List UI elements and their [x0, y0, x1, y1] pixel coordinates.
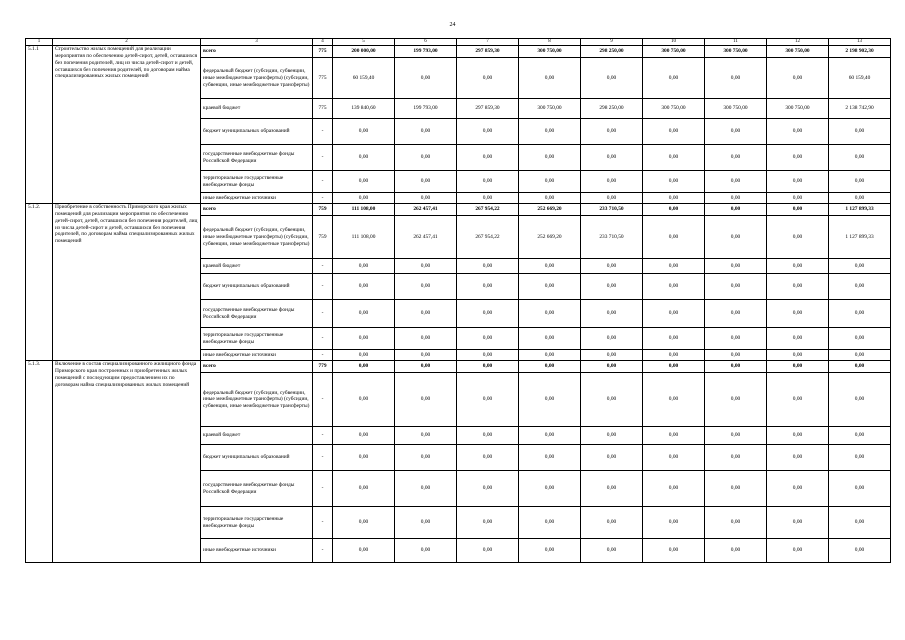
budget-code: -	[313, 328, 333, 350]
amount-cell: 2 138 742,90	[829, 99, 891, 119]
amount-cell: 0,00	[767, 274, 829, 300]
item-name: Включение в состав специализированного жилищного фонда Приморского края построенных и приобретенных жилых помещений с последующим предоставлением их по договорам найма специализированных жилых помещений	[53, 361, 201, 563]
amount-cell: 0,00	[767, 300, 829, 328]
amount-cell: 0,00	[705, 119, 767, 145]
item-number: 5.1.1	[26, 46, 53, 204]
header-cell: 12	[767, 39, 829, 46]
amount-cell: 0,00	[519, 119, 581, 145]
amount-cell: 0,00	[767, 539, 829, 563]
amount-cell: 1 127 899,33	[829, 204, 891, 216]
funding-source: государственные внебюджетные фонды Российской Федерации	[201, 471, 313, 507]
amount-cell: 1 127 899,33	[829, 216, 891, 259]
amount-cell: 0,00	[457, 539, 519, 563]
amount-cell: 0,00	[767, 361, 829, 373]
amount-cell: 0,00	[829, 539, 891, 563]
funding-source: всего	[201, 46, 313, 58]
funding-source: федеральный бюджет (субсидии, субвенции, иные межбюджетные трансферты) (субсидии, субвенции, иные межбюджетные трансферты)	[201, 58, 313, 99]
header-row	[26, 39, 891, 46]
amount-cell: 0,00	[829, 445, 891, 471]
amount-cell: 300 750,00	[519, 99, 581, 119]
amount-cell: 0,00	[519, 471, 581, 507]
amount-cell: 0,00	[457, 445, 519, 471]
funding-source: краевой бюджет	[201, 427, 313, 445]
amount-cell: 0,00	[457, 193, 519, 204]
amount-cell: 0,00	[581, 373, 643, 427]
budget-code: 779	[313, 361, 333, 373]
amount-cell: 0,00	[333, 471, 395, 507]
amount-cell: 0,00	[643, 145, 705, 171]
amount-cell: 0,00	[643, 58, 705, 99]
amount-cell: 0,00	[581, 507, 643, 539]
amount-cell: 0,00	[829, 471, 891, 507]
amount-cell: 0,00	[395, 193, 457, 204]
header-cell: 1	[26, 39, 53, 46]
amount-cell: 0,00	[705, 145, 767, 171]
amount-cell: 0,00	[705, 300, 767, 328]
amount-cell: 0,00	[519, 427, 581, 445]
budget-code: -	[313, 350, 333, 361]
amount-cell: 0,00	[333, 274, 395, 300]
amount-cell: 0,00	[581, 119, 643, 145]
funding-source: бюджет муниципальных образований	[201, 445, 313, 471]
item-number: 5.1.3.	[26, 361, 53, 563]
amount-cell: 0,00	[457, 328, 519, 350]
header-cell: 2	[53, 39, 201, 46]
amount-cell: 0,00	[767, 328, 829, 350]
amount-cell: 0,00	[519, 300, 581, 328]
amount-cell: 0,00	[643, 361, 705, 373]
amount-cell: 0,00	[457, 361, 519, 373]
amount-cell: 0,00	[643, 328, 705, 350]
header-cell: 4	[313, 39, 333, 46]
amount-cell: 0,00	[829, 171, 891, 193]
amount-cell: 0,00	[643, 373, 705, 427]
funding-source: территориальные государственные внебюджетные фонды	[201, 507, 313, 539]
amount-cell: 199 793,00	[395, 99, 457, 119]
amount-cell: 0,00	[395, 445, 457, 471]
amount-cell: 0,00	[705, 58, 767, 99]
amount-cell: 0,00	[767, 445, 829, 471]
amount-cell: 0,00	[519, 373, 581, 427]
amount-cell: 2 198 902,30	[829, 46, 891, 58]
amount-cell: 0,00	[643, 539, 705, 563]
amount-cell: 0,00	[395, 471, 457, 507]
table-row	[26, 361, 891, 373]
budget-table	[25, 38, 891, 563]
amount-cell: 0,00	[519, 539, 581, 563]
amount-cell: 0,00	[581, 361, 643, 373]
amount-cell: 262 457,41	[395, 204, 457, 216]
budget-code: 775	[313, 58, 333, 99]
amount-cell: 0,00	[333, 145, 395, 171]
amount-cell: 0,00	[643, 259, 705, 274]
amount-cell: 0,00	[767, 145, 829, 171]
amount-cell: 0,00	[395, 58, 457, 99]
amount-cell: 0,00	[643, 427, 705, 445]
amount-cell: 0,00	[767, 373, 829, 427]
amount-cell: 0,00	[519, 361, 581, 373]
amount-cell: 0,00	[767, 193, 829, 204]
amount-cell: 267 954,22	[457, 216, 519, 259]
header-cell: 5	[333, 39, 395, 46]
funding-source: государственные внебюджетные фонды Российской Федерации	[201, 300, 313, 328]
amount-cell: 0,00	[829, 427, 891, 445]
amount-cell: 0,00	[519, 145, 581, 171]
header-cell: 8	[519, 39, 581, 46]
budget-code: -	[313, 507, 333, 539]
amount-cell: 298 250,00	[581, 99, 643, 119]
amount-cell: 0,00	[767, 119, 829, 145]
funding-source: иные внебюджетные источники	[201, 350, 313, 361]
header-cell: 10	[643, 39, 705, 46]
amount-cell: 0,00	[519, 445, 581, 471]
amount-cell: 0,00	[705, 427, 767, 445]
amount-cell: 0,00	[705, 171, 767, 193]
item-name: Приобретение в собственность Приморского края жилых помещений для реализации мероприятия по обеспечению детей-сирот, детей, оставшихся без попечения родителей, лиц из числа детей-сирот и детей, оставшихся без попечения родителей, по договорам найма специализированных жилых помещений	[53, 204, 201, 361]
amount-cell: 300 750,00	[705, 99, 767, 119]
amount-cell: 0,00	[395, 259, 457, 274]
amount-cell: 0,00	[767, 216, 829, 259]
amount-cell: 0,00	[767, 171, 829, 193]
budget-code: -	[313, 445, 333, 471]
funding-source: краевой бюджет	[201, 99, 313, 119]
amount-cell: 233 710,50	[581, 216, 643, 259]
amount-cell: 0,00	[643, 274, 705, 300]
amount-cell: 0,00	[395, 361, 457, 373]
amount-cell: 0,00	[581, 193, 643, 204]
amount-cell: 0,00	[395, 171, 457, 193]
funding-source: федеральный бюджет (субсидии, субвенции, иные межбюджетные трансферты) (субсидии, субвенции, иные межбюджетные трансферты)	[201, 216, 313, 259]
budget-code: -	[313, 471, 333, 507]
amount-cell: 0,00	[829, 259, 891, 274]
amount-cell: 0,00	[519, 274, 581, 300]
amount-cell: 0,00	[643, 171, 705, 193]
amount-cell: 262 457,41	[395, 216, 457, 259]
amount-cell: 252 669,20	[519, 216, 581, 259]
amount-cell: 0,00	[519, 58, 581, 99]
amount-cell: 297 859,30	[457, 99, 519, 119]
amount-cell: 0,00	[767, 350, 829, 361]
amount-cell: 0,00	[767, 427, 829, 445]
amount-cell: 300 750,00	[705, 46, 767, 58]
amount-cell: 0,00	[395, 539, 457, 563]
amount-cell: 0,00	[829, 300, 891, 328]
header-cell: 9	[581, 39, 643, 46]
budget-code: -	[313, 274, 333, 300]
amount-cell: 0,00	[767, 259, 829, 274]
amount-cell: 0,00	[519, 328, 581, 350]
amount-cell: 0,00	[519, 507, 581, 539]
amount-cell: 0,00	[581, 58, 643, 99]
amount-cell: 0,00	[829, 350, 891, 361]
amount-cell: 0,00	[333, 259, 395, 274]
funding-source: иные внебюджетные источники	[201, 539, 313, 563]
amount-cell: 0,00	[457, 471, 519, 507]
amount-cell: 0,00	[395, 145, 457, 171]
amount-cell: 0,00	[643, 193, 705, 204]
amount-cell: 111 108,00	[333, 216, 395, 259]
amount-cell: 0,00	[395, 274, 457, 300]
amount-cell: 0,00	[333, 328, 395, 350]
amount-cell: 0,00	[519, 171, 581, 193]
amount-cell: 0,00	[457, 350, 519, 361]
header-cell: 11	[705, 39, 767, 46]
amount-cell: 0,00	[333, 171, 395, 193]
amount-cell: 0,00	[581, 350, 643, 361]
amount-cell: 0,00	[705, 274, 767, 300]
amount-cell: 0,00	[643, 507, 705, 539]
amount-cell: 0,00	[395, 300, 457, 328]
amount-cell: 0,00	[643, 204, 705, 216]
budget-code: 759	[313, 216, 333, 259]
amount-cell: 0,00	[581, 259, 643, 274]
budget-code: 759	[313, 204, 333, 216]
amount-cell: 0,00	[705, 204, 767, 216]
amount-cell: 0,00	[581, 539, 643, 563]
amount-cell: 0,00	[457, 274, 519, 300]
amount-cell: 0,00	[333, 361, 395, 373]
budget-code: -	[313, 119, 333, 145]
amount-cell: 0,00	[581, 274, 643, 300]
amount-cell: 0,00	[333, 507, 395, 539]
amount-cell: 0,00	[767, 58, 829, 99]
amount-cell: 0,00	[829, 119, 891, 145]
amount-cell: 0,00	[457, 507, 519, 539]
amount-cell: 0,00	[705, 328, 767, 350]
amount-cell: 0,00	[395, 328, 457, 350]
amount-cell: 0,00	[333, 300, 395, 328]
table-body	[26, 39, 891, 563]
amount-cell: 0,00	[643, 300, 705, 328]
budget-code: -	[313, 193, 333, 204]
amount-cell: 0,00	[829, 361, 891, 373]
amount-cell: 0,00	[705, 259, 767, 274]
amount-cell: 298 250,00	[581, 46, 643, 58]
budget-code: -	[313, 259, 333, 274]
amount-cell: 300 750,00	[767, 46, 829, 58]
amount-cell: 0,00	[767, 507, 829, 539]
amount-cell: 200 000,00	[333, 46, 395, 58]
amount-cell: 0,00	[643, 471, 705, 507]
amount-cell: 300 750,00	[519, 46, 581, 58]
amount-cell: 267 954,22	[457, 204, 519, 216]
amount-cell: 0,00	[457, 373, 519, 427]
amount-cell: 0,00	[395, 119, 457, 145]
amount-cell: 0,00	[829, 507, 891, 539]
amount-cell: 0,00	[395, 373, 457, 427]
amount-cell: 233 710,50	[581, 204, 643, 216]
amount-cell: 0,00	[829, 328, 891, 350]
budget-code: 775	[313, 99, 333, 119]
budget-code: -	[313, 300, 333, 328]
amount-cell: 0,00	[519, 193, 581, 204]
amount-cell: 0,00	[643, 119, 705, 145]
budget-code: -	[313, 145, 333, 171]
item-number: 5.1.2.	[26, 204, 53, 361]
amount-cell: 0,00	[829, 274, 891, 300]
amount-cell: 0,00	[643, 216, 705, 259]
funding-source: иные внебюджетные источники	[201, 193, 313, 204]
amount-cell: 0,00	[581, 300, 643, 328]
amount-cell: 0,00	[581, 328, 643, 350]
amount-cell: 199 793,00	[395, 46, 457, 58]
header-cell: 7	[457, 39, 519, 46]
header-cell: 3	[201, 39, 313, 46]
amount-cell: 0,00	[705, 373, 767, 427]
amount-cell: 60 159,40	[829, 58, 891, 99]
amount-cell: 0,00	[457, 145, 519, 171]
amount-cell: 0,00	[395, 427, 457, 445]
item-name: Строительство жилых помещений для реализации мероприятия по обеспечению детей-сирот, детей, оставшихся без попечения родителей, лиц из числа детей-сирот и детей, оставшихся без попечения родителей, по договорам найма специализированных жилых помещений	[53, 46, 201, 204]
amount-cell: 0,00	[457, 119, 519, 145]
amount-cell: 0,00	[395, 507, 457, 539]
amount-cell: 0,00	[333, 373, 395, 427]
amount-cell: 0,00	[333, 193, 395, 204]
amount-cell: 300 750,00	[643, 46, 705, 58]
funding-source: всего	[201, 361, 313, 373]
amount-cell: 0,00	[457, 58, 519, 99]
amount-cell: 0,00	[519, 350, 581, 361]
funding-source: бюджет муниципальных образований	[201, 274, 313, 300]
page-number: 24	[449, 22, 456, 28]
amount-cell: 0,00	[333, 427, 395, 445]
amount-cell: 252 669,20	[519, 204, 581, 216]
budget-code: -	[313, 373, 333, 427]
amount-cell: 0,00	[457, 171, 519, 193]
amount-cell: 0,00	[457, 259, 519, 274]
amount-cell: 0,00	[643, 350, 705, 361]
amount-cell: 0,00	[829, 193, 891, 204]
amount-cell: 60 159,40	[333, 58, 395, 99]
amount-cell: 0,00	[581, 171, 643, 193]
amount-cell: 0,00	[705, 350, 767, 361]
amount-cell: 0,00	[767, 471, 829, 507]
amount-cell: 111 108,00	[333, 204, 395, 216]
amount-cell: 0,00	[457, 300, 519, 328]
amount-cell: 0,00	[705, 445, 767, 471]
funding-source: бюджет муниципальных образований	[201, 119, 313, 145]
amount-cell: 0,00	[581, 145, 643, 171]
amount-cell: 0,00	[333, 445, 395, 471]
funding-source: федеральный бюджет (субсидии, субвенции, иные межбюджетные трансферты) (субсидии, субвенции, иные межбюджетные трансферты)	[201, 373, 313, 427]
budget-code: -	[313, 171, 333, 193]
amount-cell: 0,00	[457, 427, 519, 445]
funding-source: территориальные государственные внебюджетные фонды	[201, 171, 313, 193]
amount-cell: 0,00	[767, 204, 829, 216]
amount-cell: 0,00	[705, 471, 767, 507]
amount-cell: 0,00	[333, 539, 395, 563]
budget-code: -	[313, 539, 333, 563]
amount-cell: 0,00	[705, 507, 767, 539]
amount-cell: 0,00	[395, 350, 457, 361]
amount-cell: 300 750,00	[643, 99, 705, 119]
amount-cell: 0,00	[333, 350, 395, 361]
funding-source: краевой бюджет	[201, 259, 313, 274]
table-row	[26, 46, 891, 58]
amount-cell: 0,00	[581, 471, 643, 507]
header-cell: 6	[395, 39, 457, 46]
amount-cell: 0,00	[519, 259, 581, 274]
amount-cell: 0,00	[643, 445, 705, 471]
funding-source: государственные внебюджетные фонды Российской Федерации	[201, 145, 313, 171]
amount-cell: 0,00	[581, 427, 643, 445]
amount-cell: 139 840,60	[333, 99, 395, 119]
amount-cell: 0,00	[333, 119, 395, 145]
amount-cell: 0,00	[705, 361, 767, 373]
amount-cell: 0,00	[705, 216, 767, 259]
amount-cell: 0,00	[705, 539, 767, 563]
budget-code: -	[313, 427, 333, 445]
amount-cell: 0,00	[829, 373, 891, 427]
amount-cell: 300 750,00	[767, 99, 829, 119]
funding-source: всего	[201, 204, 313, 216]
funding-source: территориальные государственные внебюджетные фонды	[201, 328, 313, 350]
table-row	[26, 204, 891, 216]
header-cell: 13	[829, 39, 891, 46]
amount-cell: 0,00	[581, 445, 643, 471]
budget-code: 775	[313, 46, 333, 58]
amount-cell: 0,00	[705, 193, 767, 204]
amount-cell: 297 859,30	[457, 46, 519, 58]
amount-cell: 0,00	[829, 145, 891, 171]
